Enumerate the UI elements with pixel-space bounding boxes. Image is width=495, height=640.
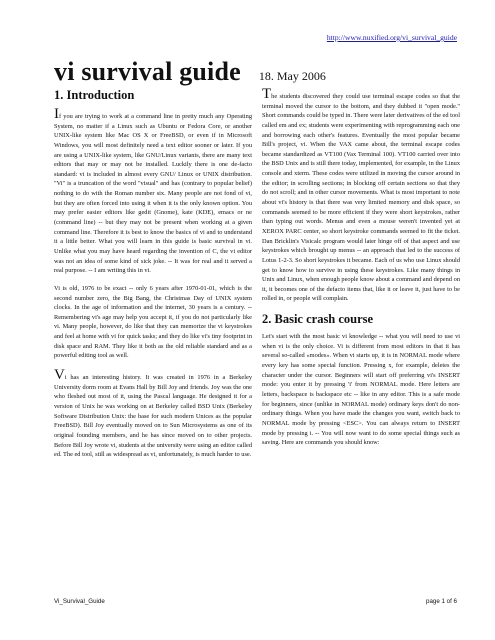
- drop-cap: V: [54, 367, 65, 384]
- section-heading-crash-course: 2. Basic crash course: [262, 312, 374, 327]
- source-url-link[interactable]: http://www.nuxified.org/vi_survival_guide: [326, 33, 457, 42]
- section-heading-introduction: 1. Introduction: [54, 88, 135, 102]
- paragraph-text: f you are trying to work at a command line in pretty much any Operating System, no matter if a Linux such as Ubuntu or Fedora Core, or another UNIX-like system like Mac OS X or FreeBSD, or even if in Microsoft Windows, you will most definitely need a text editor sooner or later. If you are using a UNIX-like system, like GNU/Linux variants, there are many text editors that may or may not be installed. Luckily there is one de-facto standard: vi is included in almost every GNU/ Linux or UNIX distribution. "Vi" is a truncation of the word "visual" and has (contrary to popular belief) nothing to do with the Roman number six. Many people are not fond of vi, but they are often forced into using it when it is the only known option. You may prefer easier editors like gedit (Gnome), kate (KDE), emacs or ne (command line) -- but they may not be present when working at a given command line. Therefore it is best to know the basics of vi and to understand it a little better. What you will learn in this guide is basic survival in vi. Unlike what you may have heard regarding the invention of C, the vi editor was not an idea of some kind of sick joke. -- It was for real and it served a real purpose. -- I am writing this in vi.: [54, 113, 252, 275]
- document-date: 18. May 2006: [258, 69, 326, 83]
- drop-cap: T: [262, 86, 272, 102]
- paragraph-text: i has an interesting history. It was created in 1976 in a Berkeley University dorm room at Evans Hall by Bill Joy and friends. Joy was the one who fleshed out most of it, using the Pascal language. He designed it for a version of Unix he was working on at Berkeley called BSD Unix (Berkeley Software Distribution Unix: the base for such modern Unices as the popular FreeBSD). Bill Joy eventually moved on to Sun Microsystems as one of its original founding members, and he has since moved on to other projects. Before Bill Joy wrote vi, students at the university were using an editor called ed. The ed tool, still as widespread as vi, unfortunately, is much harder to use.: [54, 374, 252, 459]
- paragraph-terminal-history: [262, 88, 460, 304]
- paragraph-modes: Let's start with the most basic vi knowledge -- what you will need to use vi when vi is the only choice. Vi is different from most editors in that it has several so-called «modes». When vi starts up, it is in NORMAL mode where every key has some special function. Pressing x, for example, deletes the character under the cursor. Beginners will start off preferring vi's INSERT mode: you enter it by pressing 'i' from NORMAL mode. Here letters are letters, backspace is backspace etc -- like in any editor. This is a safe mode for beginners, since (unlike in NORMAL mode) ordinary keys don't do non-ordinary things. When you have made the changes you want, switch back to NORMAL mode by pressing <ESC>. You can always return to INSERT mode by pressing i. -- You will now want to do some special things such as saving. Here are commands you should know:: [262, 333, 460, 447]
- paragraph-intro: [54, 108, 252, 276]
- drop-cap: I: [54, 106, 59, 122]
- paragraph-vi-history: [54, 369, 252, 460]
- footer-document-name: Vi_Survival_Guide: [54, 598, 105, 605]
- footer-page-number: page 1 of 6: [426, 598, 457, 605]
- paragraph-text: he students discovered they could use terminal escape codes so that the terminal moved the cursor to the bottom, and they dubbed it "open mode." Short commands could be typed in. There were later derivatives of the ed tool called em and ex; students were experimenting with reprogramming each one and borrowing each other's features. Eventually the most popular became Bill's project, vi. When the VAX came about, the terminal escape codes became standardized as VT100 (Vax Terminal 100). VT100 carried over into the BSD Unix and is still there today, implemented, for example, in the Linux console and xterm. These codes were utilized in moving the cursor around in the editor; in scrolling sections; in blocking off certain sections so that they do not scroll; and in other cursor movements. What is most important to note about vi's history is that there was very limited memory and disk space, so commands seemed to be more efficient if they were short keystrokes, rather than typing out words. Menus and even a mouse weren't invented yet at XEROX PARC center, so short keystroke commands seemed to fit the ticket. Dan Bricklin's Visicalc program would later hinge off of that aspect and use keystrokes which brought up menus -- an approach that led to the success of Lotus 1-2-3. So short keystrokes it became. Each of us who use Linux should get to know how to survive in using these keystrokes. Like many things in Unix and Linux, when enough people know about a command and depend on it, it becomes one of the defacto items that, like it or leave it, just have to be rolled in, or people will complain.: [262, 93, 460, 303]
- document-title: vi survival guide: [54, 57, 241, 86]
- title-row: [54, 57, 326, 87]
- left-column: [54, 88, 252, 468]
- paragraph-vi-age: Vi is old, 1976 to be exact -- only 6 years after 1970-01-01, which is the second number zero, the Big Bang, the Christmas Day of UNIX system clocks. In the age of information and the internet, 30 years is a century. -- Remembering vi's age may help you accept it, if you do not particularly like vi. Many people, however, do like that they can memorize the vi keystrokes and feel at home with vi for quick tasks; and they do like vi's tiny footprint in disk space and RAM. They like it both as the old reliable standard and as a powerful editing tool as well.: [54, 284, 252, 360]
- right-column: [262, 88, 460, 456]
